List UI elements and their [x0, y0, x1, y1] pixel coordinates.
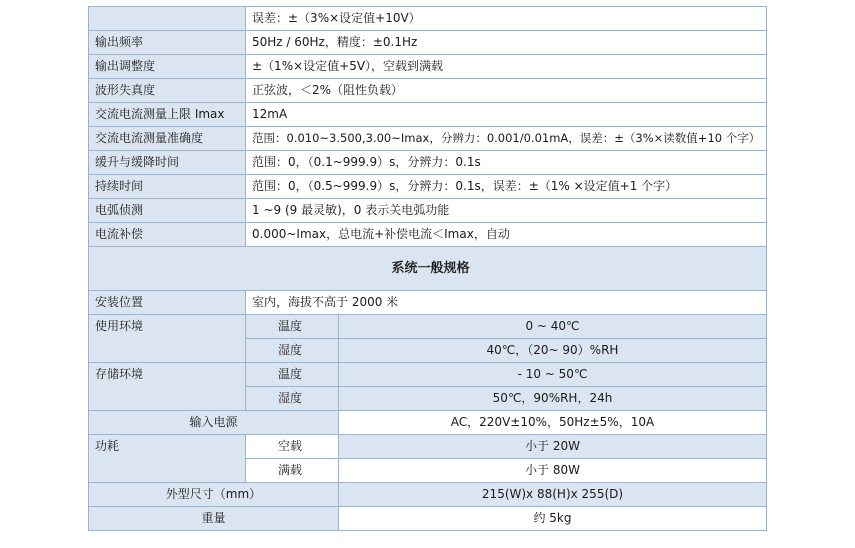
spec-value: 约 5kg — [339, 507, 767, 531]
table-row — [89, 55, 767, 79]
table-row — [89, 31, 767, 55]
spec-key: 电弧侦测 — [89, 199, 246, 223]
spec-key: 输出频率 — [89, 31, 246, 55]
spec-key: 持续时间 — [89, 175, 246, 199]
spec-value: AC，220V±10%，50Hz±5%，10A — [339, 411, 767, 435]
table-row — [89, 291, 767, 315]
spec-value: 小于 20W — [339, 435, 767, 459]
spec-value: 50Hz / 60Hz，精度：±0.1Hz — [246, 31, 767, 55]
section-header-row — [89, 247, 767, 291]
table-row — [89, 127, 767, 151]
spec-key: 波形失真度 — [89, 79, 246, 103]
sub-key: 温度 — [246, 363, 339, 387]
spec-key: 存储环境 — [89, 363, 246, 411]
table-row — [89, 7, 767, 31]
spec-key: 外型尺寸（mm） — [89, 483, 339, 507]
table-row — [89, 103, 767, 127]
table-row — [89, 151, 767, 175]
spec-key: 缓升与缓降时间 — [89, 151, 246, 175]
spec-value: ±（1%×设定值+5V），空载到满载 — [246, 55, 767, 79]
spec-value: 范围：0.010~3.500,3.00~Imax，分辨力：0.001/0.01mA，误差：±（3%×读数值+10 个字） — [246, 127, 767, 151]
spec-value: 误差：±（3%×设定值+10V） — [246, 7, 767, 31]
spec-value: 40℃，（20~ 90）%RH — [339, 339, 767, 363]
spec-key: 重量 — [89, 507, 339, 531]
table-row — [89, 79, 767, 103]
spec-value: 0.000~Imax，总电流+补偿电流＜Imax，自动 — [246, 223, 767, 247]
spec-key: 电流补偿 — [89, 223, 246, 247]
spec-key: 安装位置 — [89, 291, 246, 315]
spec-value: 正弦波，＜2%（阻性负载） — [246, 79, 767, 103]
spec-key: 使用环境 — [89, 315, 246, 363]
spec-value: 215(W)x 88(H)x 255(D) — [339, 483, 767, 507]
spec-key: 功耗 — [89, 435, 246, 483]
spec-value: 小于 80W — [339, 459, 767, 483]
spec-table — [88, 6, 767, 531]
table-row — [89, 199, 767, 223]
spec-value: - 10 ~ 50℃ — [339, 363, 767, 387]
table-row — [89, 363, 767, 387]
sub-key: 空载 — [246, 435, 339, 459]
spec-value: 12mA — [246, 103, 767, 127]
table-row — [89, 435, 767, 459]
spec-value: 室内，海拔不高于 2000 米 — [246, 291, 767, 315]
sub-key: 湿度 — [246, 387, 339, 411]
table-row — [89, 223, 767, 247]
spec-key — [89, 7, 246, 31]
section-title: 系统一般规格 — [89, 247, 767, 291]
spec-value: 范围：0，（0.5~999.9）s，分辨力：0.1s，误差：±（1% ×设定值+1 个字） — [246, 175, 767, 199]
table-row — [89, 411, 767, 435]
table-row — [89, 507, 767, 531]
sub-key: 湿度 — [246, 339, 339, 363]
spec-key: 输出调整度 — [89, 55, 246, 79]
table-row — [89, 483, 767, 507]
spec-key: 输入电源 — [89, 411, 339, 435]
table-row — [89, 315, 767, 339]
spec-value: 范围：0，（0.1~999.9）s，分辨力：0.1s — [246, 151, 767, 175]
spec-value: 1 ~9 (9 最灵敏)，0 表示关电弧功能 — [246, 199, 767, 223]
spec-table-container — [88, 6, 766, 531]
spec-value: 0 ~ 40℃ — [339, 315, 767, 339]
sub-key: 温度 — [246, 315, 339, 339]
spec-value: 50℃，90%RH，24h — [339, 387, 767, 411]
spec-key: 交流电流测量上限 Imax — [89, 103, 246, 127]
spec-key: 交流电流测量准确度 — [89, 127, 246, 151]
table-row — [89, 175, 767, 199]
sub-key: 满载 — [246, 459, 339, 483]
